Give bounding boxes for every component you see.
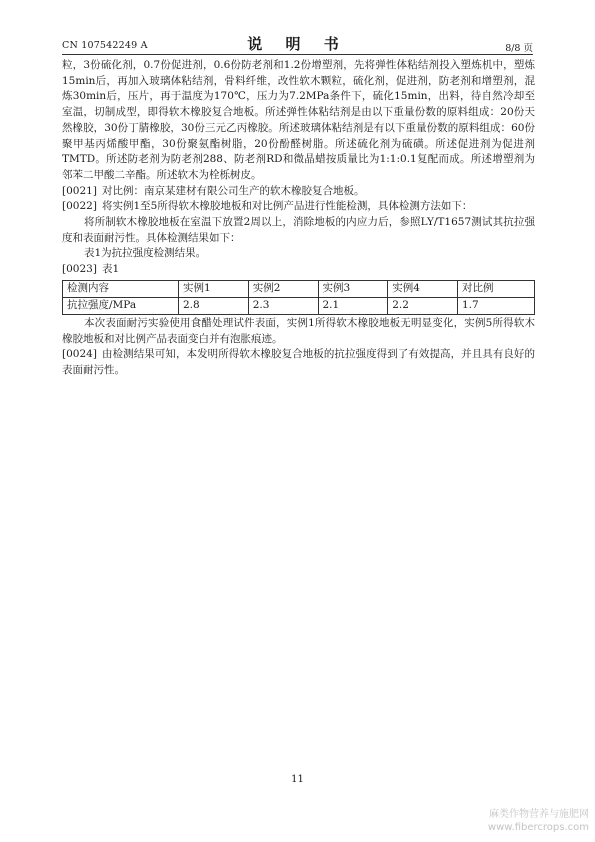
table-cell: 1.7 [458,297,535,314]
table-header-cell: 实例2 [248,280,318,297]
table-header-cell: 检测内容 [63,280,179,297]
table-header-cell: 实例3 [318,280,388,297]
results-table [62,280,535,315]
table-cell: 2.8 [179,297,249,314]
table-intro: 表1为抗拉强度检测结果。 [84,247,207,260]
page-indicator: 8/8 页 [505,43,533,54]
paragraph-text: 由检测结果可知，本发明所得软木橡胶复合地板的抗拉强度得到了有效提高，并且具有良好的表面耐污性。 [62,348,535,376]
table-header-cell: 实例1 [179,280,249,297]
paragraph-number: [0022] [62,200,97,213]
table-cell: 2.3 [248,297,318,314]
patent-number: CN 107542249 A [62,40,148,51]
paragraph-text: 对比例：南京某建材有限公司生产的软木橡胶复合地板。 [102,184,365,197]
stain-test-paragraph: 本次表面耐污实验使用食醋处理试件表面，实例1所得软木橡胶地板无明显变化，实例5所得软木橡胶地板和对比例产品表面变白并有泡胀痕迹。 [62,316,535,345]
table-cell: 抗拉强度/MPa [63,297,179,314]
continuation-paragraph: 粒，3份硫化剂，0.7份促进剂，0.6份防老剂和1.2份增塑剂，先将弹性体粘结剂投入塑炼机中，塑炼15min后，再加入玻璃体粘结剂，骨料纤维，改性软木颗粒，硫化剂，促进剂，防老剂和增塑剂，混炼30min后，压片，再于温度为170℃，压力为7.2MPa条件下，硫化15min，出料，待自然冷却至室温，切制成型，即得软木橡胶复合地板。所述弹性体粘结剂是由以下重量份数的原料组成：20份天然橡胶，30份丁腈橡胶，30份三元乙丙橡胶。所述玻璃体粘结剂是有以下重量份数的原料组成：60份聚甲基丙烯酸甲酯，30份聚氨酯树脂，20份酚醛树脂。所述硫化剂为硫磺。所述促进剂为促进剂TMTD。所述防老剂为防老剂288、防老剂RD和微晶蜡按质量比为1:1:0.1复配而成。所述增塑剂为邻苯二甲酸二辛酯。所述软木为栓栎树皮。 [62,59,535,181]
table-header-cell: 实例4 [388,280,458,297]
header-divider [62,54,533,55]
paragraph-number: [0021] [62,184,97,197]
watermark-url: www.fibercrops.com [487,822,589,833]
test-method-paragraph: 将所制软木橡胶地板在室温下放置2周以上，消除地板的内应力后，参照LY/T1657测试其抗拉强度和表面耐污性。具体检测结果如下： [62,216,535,244]
table-cell: 2.1 [318,297,388,314]
document-body [62,58,535,379]
table-row [63,297,535,314]
watermark-name: 麻类作物营养与施肥网 [489,809,589,820]
table-cell: 2.2 [388,297,458,314]
document-title: 说 明 书 [247,35,348,53]
paragraph-0021 [62,184,535,200]
table-header-row [63,280,535,297]
table-header-cell: 对比例 [458,280,535,297]
site-watermark [488,808,589,834]
paragraph-0024 [62,347,535,378]
paragraph-number: [0023] [62,263,97,276]
paragraph-0022 [62,199,535,215]
paragraph-number: [0024] [62,348,97,361]
table-caption: 表1 [102,263,120,276]
paragraph-0023 [62,262,535,278]
page-number: 11 [291,774,304,785]
paragraph-text: 将实例1至5所得软木橡胶地板和对比例产品进行性能检测，具体检测方法如下： [102,200,473,213]
